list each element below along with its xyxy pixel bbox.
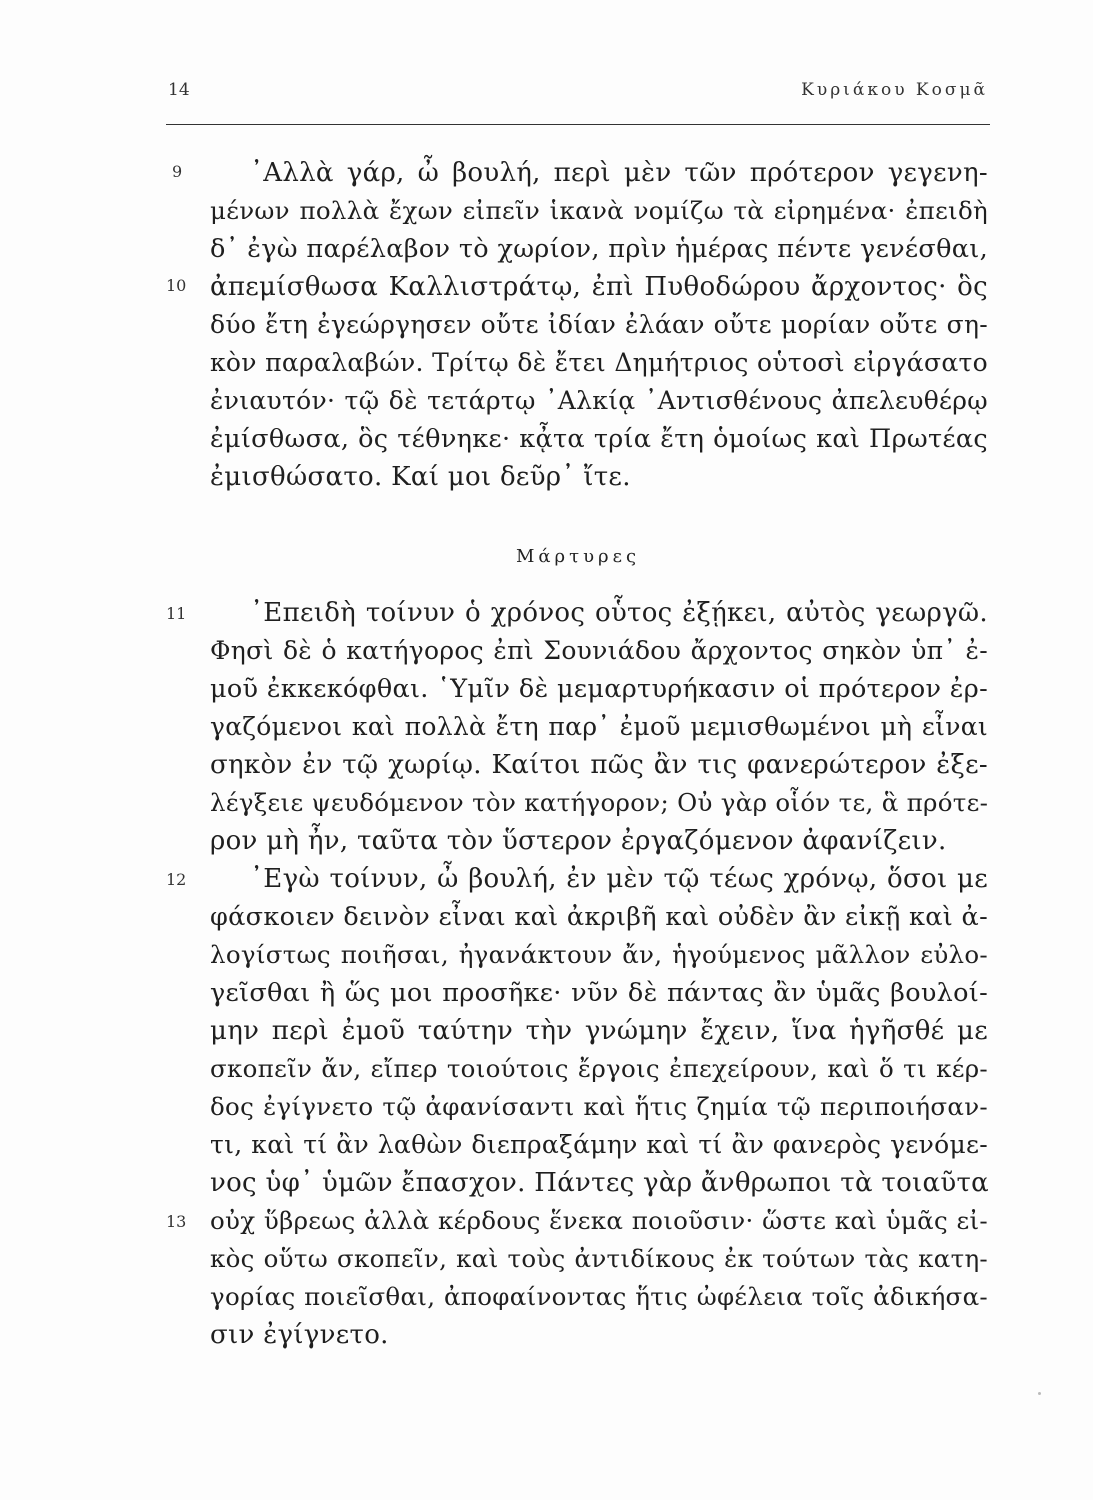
text-line: μένων πολλὰ ἔχων εἰπεῖν ἱκανὰ νομίζω τὰ εἰρημένα· ἐπειδὴ bbox=[210, 196, 988, 225]
paper-speck bbox=[1038, 1392, 1041, 1395]
page-header bbox=[168, 80, 988, 110]
text-line: λογίστως ποιῆσαι, ἠγανάκτουν ἄν, ἡγούμενος μᾶλλον εὐλο- bbox=[210, 940, 988, 969]
text-line: γεῖσθαι ἢ ὥς μοι προσῆκε· νῦν δὲ πάντας ἂν ὑμᾶς βουλοί- bbox=[210, 978, 988, 1008]
text-line: φάσκοιεν δεινὸν εἶναι καὶ ἀκριβῆ καὶ οὐδὲν ἂν εἰκῇ καὶ ἀ- bbox=[210, 902, 988, 932]
text-line: τι, καὶ τί ἂν λαθὼν διεπραξάμην καὶ τί ἂν φανερὸς γενόμε- bbox=[210, 1130, 988, 1159]
text-line: δος ἐγίγνετο τῷ ἀφανίσαντι καὶ ἥτις ζημία τῷ περιποιήσαν- bbox=[210, 1092, 988, 1121]
section-number: 13 bbox=[166, 1212, 187, 1231]
section-number: 10 bbox=[166, 276, 187, 295]
text-line: γορίας ποιεῖσθαι, ἀποφαίνοντας ἥτις ὠφέλεια τοῖς ἀδικήσα- bbox=[210, 1282, 988, 1311]
text-line: κὸς οὕτω σκοπεῖν, καὶ τοὺς ἀντιδίκους ἐκ τούτων τὰς κατη- bbox=[210, 1244, 988, 1273]
section-number: 12 bbox=[166, 870, 187, 889]
text-line: σηκὸν ἐν τῷ χωρίῳ. Καίτοι πῶς ἂν τις φανερώτερον ἐξε- bbox=[210, 750, 988, 780]
section-number: 11 bbox=[166, 604, 187, 623]
header-rule bbox=[166, 124, 990, 125]
text-line: ἐνιαυτόν· τῷ δὲ τετάρτῳ ᾿Αλκίᾳ ᾿Αντισθένους ἀπελευθέρῳ bbox=[210, 386, 988, 415]
text-line: Φησὶ δὲ ὁ κατήγορος ἐπὶ Σουνιάδου ἄρχοντος σηκὸν ὑπ᾿ ἐ- bbox=[210, 636, 988, 665]
text-line: μην περὶ ἐμοῦ ταύτην τὴν γνώμην ἔχειν, ἵνα ἡγῆσθέ με bbox=[210, 1016, 988, 1046]
text-line: μοῦ ἐκκεκόφθαι. ῾Υμῖν δὲ μεμαρτυρήκασιν οἱ πρότερον ἐρ- bbox=[210, 674, 988, 704]
section-number: 9 bbox=[172, 162, 183, 181]
text-line: γαζόμενοι καὶ πολλὰ ἔτη παρ᾿ ἐμοῦ μεμισθωμένοι μὴ εἶναι bbox=[210, 712, 988, 741]
text-line: σκοπεῖν ἄν, εἴπερ τοιούτοις ἔργοις ἐπεχείρουν, καὶ ὅ τι κέρ- bbox=[210, 1054, 988, 1083]
page-number: 14 bbox=[168, 80, 190, 100]
section-heading: Μάρτυρες bbox=[515, 546, 641, 567]
text-line: ᾿Εγὼ τοίνυν, ὦ βουλή, ἐν μὲν τῷ τέως χρόνῳ, ὅσοι με bbox=[250, 864, 988, 894]
text-line: νος ὑφ᾿ ὑμῶν ἔπασχον. Πάντες γὰρ ἄνθρωποι τὰ τοιαῦτα bbox=[210, 1168, 990, 1198]
text-line: ἐμίσθωσα, ὃς τέθνηκε· κᾆτα τρία ἔτη ὁμοίως καὶ Πρωτέας bbox=[210, 424, 988, 454]
text-line: ἐμισθώσατο. Καί μοι δεῦρ᾿ ἴτε. bbox=[210, 462, 631, 492]
paragraph-1 bbox=[210, 154, 988, 496]
text-line: κὸν παραλαβών. Τρίτῳ δὲ ἔτει Δημήτριος οὑτοσὶ εἰργάσατο bbox=[210, 348, 988, 377]
text-line: δύο ἔτη ἐγεώργησεν οὔτε ἰδίαν ἐλάαν οὔτε μορίαν οὔτε ση- bbox=[210, 310, 988, 339]
text-line: ρον μὴ ἦν, ταῦτα τὸν ὕστερον ἐργαζόμενον ἀφανίζειν. bbox=[210, 826, 947, 856]
paragraph-2 bbox=[210, 594, 988, 1354]
text-line: ᾿Επειδὴ τοίνυν ὁ χρόνος οὗτος ἐξῄκει, αὐτὸς γεωργῶ. bbox=[250, 598, 988, 628]
text-line: ᾿Αλλὰ γάρ, ὦ βουλή, περὶ μὲν τῶν πρότερον γεγενη- bbox=[250, 158, 988, 188]
running-title: Κυριάκου Κοσμᾶ bbox=[801, 80, 988, 100]
text-line: οὐχ ὕβρεως ἀλλὰ κέρδους ἕνεκα ποιοῦσιν· ὥστε καὶ ὑμᾶς εἰ- bbox=[210, 1206, 988, 1235]
text-line: σιν ἐγίγνετο. bbox=[210, 1320, 389, 1350]
text-line: λέγξειε ψευδόμενον τὸν κατήγορον; Οὐ γὰρ οἷόν τε, ἃ πρότε- bbox=[210, 788, 989, 817]
text-line: ἀπεμίσθωσα Καλλιστράτῳ, ἐπὶ Πυθοδώρου ἄρχοντος· ὃς bbox=[210, 272, 988, 302]
text-line: δ᾿ ἐγὼ παρέλαβον τὸ χωρίον, πρὶν ἡμέρας πέντε γενέσθαι, bbox=[210, 234, 988, 264]
